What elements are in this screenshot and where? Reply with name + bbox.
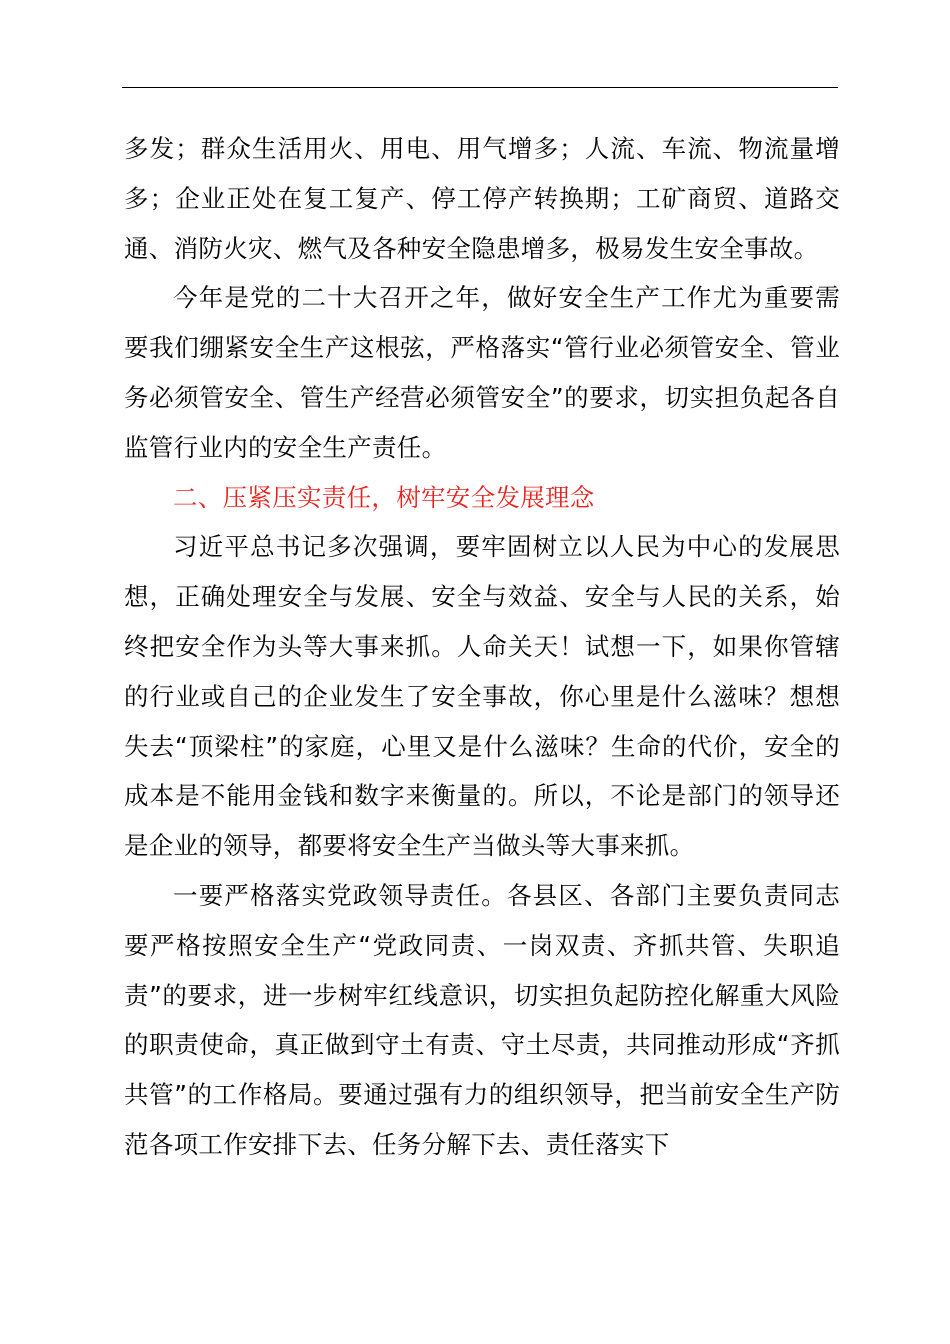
section-heading: 二、压紧压实责任，树牢安全发展理念 (173, 482, 595, 512)
paragraph-xi-emphasis: 习近平总书记多次强调，要牢固树立以人民为中心的发展思想，正确处理安全与发展、安全与效益、安全与人民的关系，始终把安全作为头等大事来抓。人命关天！试想一下，如果你管辖的行业或自己的企业发生了安全事故，你心里是什么滋味？想想失去“顶梁柱”的家庭，心里又是什么滋味？生命的代价，安全的成本是不能用金钱和数字来衡量的。所以，不论是部门的领导还是企业的领导，都要将安全生产当做头等大事来抓。 (124, 532, 840, 861)
header-rule (122, 87, 838, 88)
paragraph-party-congress: 今年是党的二十大召开之年，做好安全生产工作尤为重要需要我们绷紧安全生产这根弦，严格落实“管行业必须管安全、管业务必须管安全、管生产经营必须管安全”的要求，切实担负起各自监管行业内的安全生产责任。 (124, 283, 840, 462)
document-body (124, 124, 840, 1170)
paragraph-continuation: 多发；群众生活用火、用电、用气增多；人流、车流、物流量增多；企业正处在复工复产、停工停产转换期；工矿商贸、道路交通、消防火灾、燃气及各种安全隐患增多，极易发生安全事故。 (124, 134, 840, 263)
paragraph-leadership-responsibility: 一要严格落实党政领导责任。各县区、各部门主要负责同志要严格按照安全生产“党政同责、一岗双责、齐抓共管、失职追责”的要求，进一步树牢红线意识，切实担负起防控化解重大风险的职责使命，真正做到守土有责、守土尽责，共同推动形成“齐抓共管”的工作格局。要通过强有力的组织领导，把当前安全生产防范各项工作安排下去、任务分解下去、责任落实下 (124, 880, 840, 1159)
